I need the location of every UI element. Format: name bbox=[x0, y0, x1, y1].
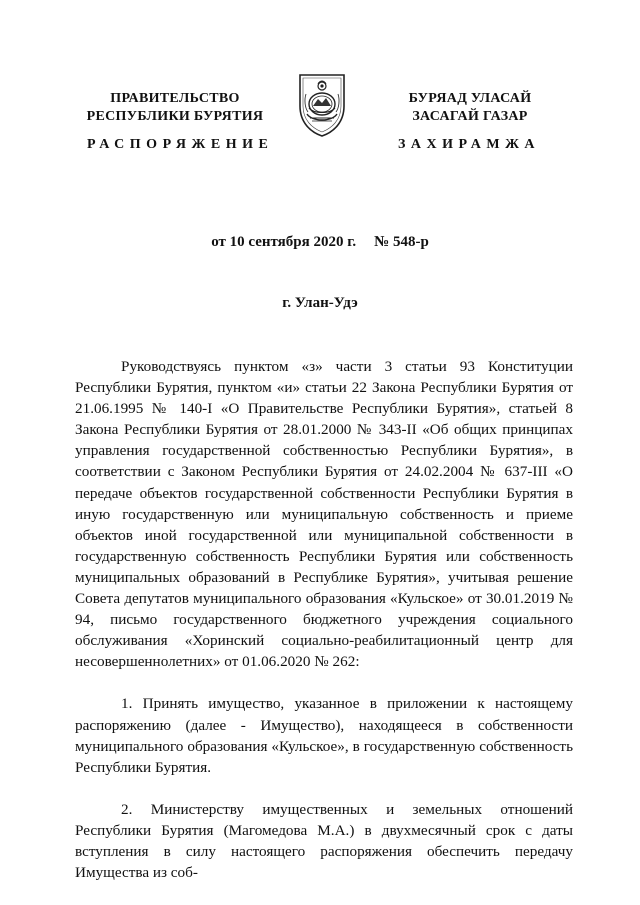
document-date: от 10 сентября 2020 г. bbox=[211, 234, 357, 250]
document-number: № 548-р bbox=[374, 234, 429, 250]
government-name-buryat-line1: БУРЯАД УЛАСАЙ bbox=[408, 91, 532, 106]
government-name-line1: ПРАВИТЕЛЬСТВО bbox=[110, 91, 240, 106]
government-name-buryat bbox=[370, 90, 570, 126]
document-date-number bbox=[0, 234, 640, 251]
document-city: г. Улан-Удэ bbox=[282, 295, 358, 311]
document-type-russian: РАСПОРЯЖЕНИЕ bbox=[87, 137, 274, 152]
preamble-paragraph: Руководствуясь пунктом «з» части 3 статьи 93 Конституции Республики Бурятия, пунктом «и» статьи 22 Закона Республики Бурятия от 21.06.1995 № 140-I «О Правительстве Республики Бурятия», статьей 8 Закона Республики Бурятия от 28.01.2000 № 343-II «Об общих принципах управления государственной собственностью Республики Бурятия», в соответствии с Законом Республики Бурятия от 24.02.2004 № 637-III «О передаче объектов государственной собственности Республики Бурятия в иную государственную или муниципальную собственность и приеме объектов иной государственной или муниципальной собственности в государственную собственность Республики Бурятия или собственность муниципальных образований в Республике Бурятия», учитывая решение Совета депутатов муниципального образования «Кульское» от 30.01.2019 № 94, письмо государственного бюджетного учреждения социального обслуживания «Хоринский социально-реабилитационный центр для несовершеннолетних» от 01.06.2020 № 262: bbox=[75, 358, 573, 671]
document-type-buryat: ЗАХИРАМЖА bbox=[398, 137, 541, 152]
buryatia-coat-of-arms-icon bbox=[296, 72, 348, 138]
government-name-buryat-line2: ЗАСАГАЙ ГАЗАР bbox=[412, 109, 528, 124]
item-2-paragraph: 2. Министерству имущественных и земельных отношений Республики Бурятия (Магомедова М.А.) в двухмесячный срок с даты вступления в силу настоящего распоряжения обеспечить передачу Имущества из соб- bbox=[75, 800, 573, 882]
document-body bbox=[75, 356, 573, 883]
item-1-paragraph: 1. Принять имущество, указанное в приложении к настоящему распоряжению (далее - Имущество), находящееся в собственности муниципального образования «Кульское», в государственную собственность Республики Бурятия. bbox=[75, 695, 573, 776]
government-name-russian bbox=[70, 90, 280, 126]
government-name-line2: РЕСПУБЛИКИ БУРЯТИЯ bbox=[86, 109, 264, 124]
